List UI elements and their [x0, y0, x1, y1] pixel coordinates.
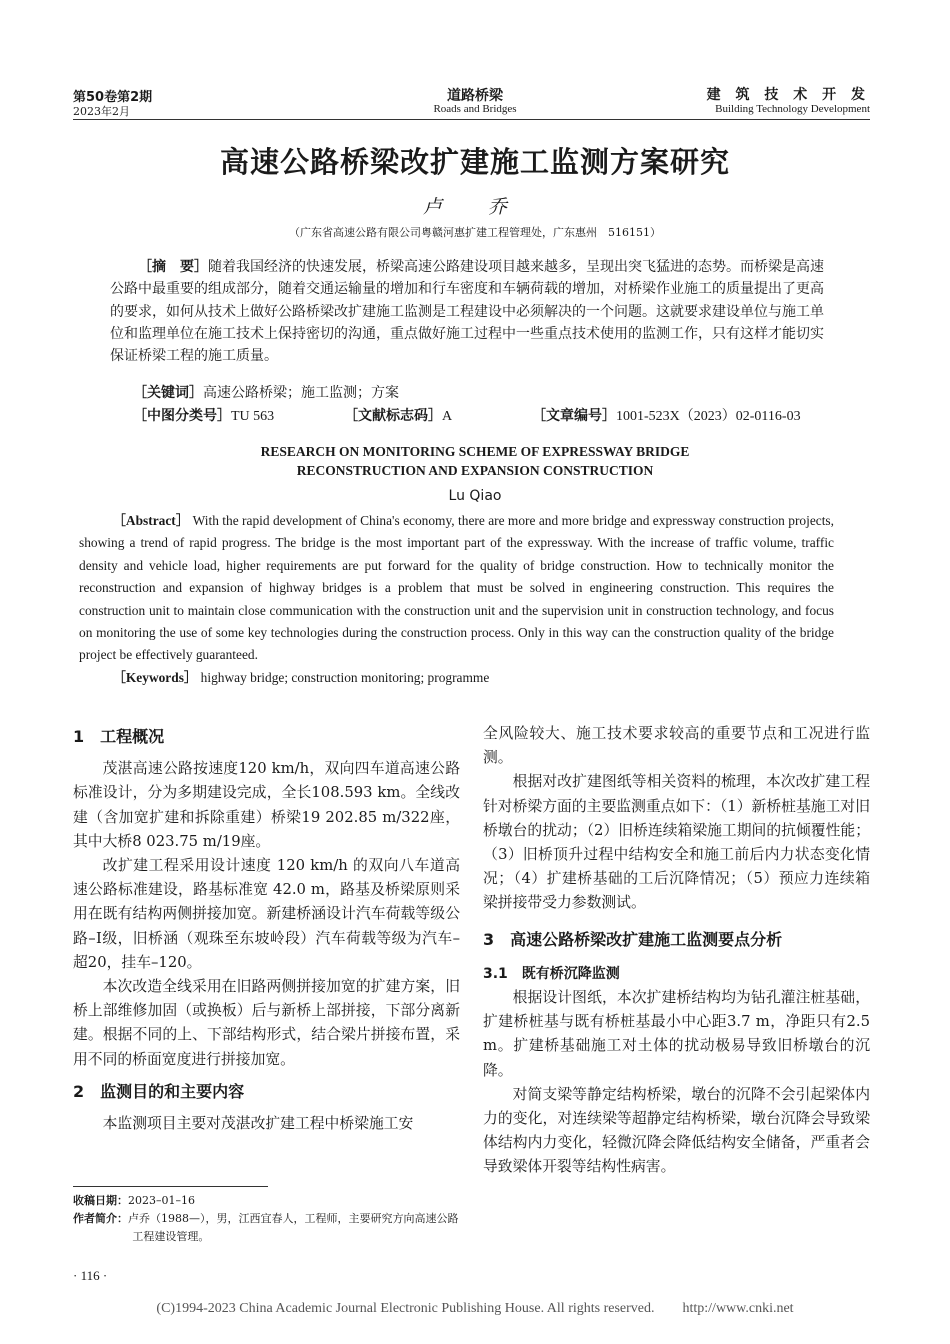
right-paragraph-4: 对简支梁等静定结构桥梁，墩台的沉降不会引起梁体内力的变化，对连续梁等超静定结构桥梁，墩台沉降会导致梁体结构内力变化，轻微沉降会降低结构安全储备，严重者会导致梁体开裂等结构性病害。: [483, 1085, 870, 1176]
right-paragraph-2: 根据对改扩建图纸等相关资料的梳理，本次改扩建工程针对桥梁方面的主要监测重点如下：（1）新桥桩基施工对旧桥墩台的扰动；（2）旧桥连续箱梁施工期间的抗倾覆性能；（3）旧桥顶升过程中结构安全和施工前后内力状态变化情况；（4）扩建桥基础的工后沉降情况；（5）预应力连续箱梁拼接带受力参数测试。: [483, 773, 870, 912]
abstract-en-text: With the rapid development of China's economy, there are more and more bridge and expressway construction projects, showing a trend of rapid progress. The bridge is the most important part of the expressway. With the increase of traffic volume, traffic density and vehicle load, higher requirements are put forward for the quality of bridge construction. How to technically monitor the reconstruction and expansion of highway bridges is a problem that must be solved in engineering construction. This requires the construction unit to maintain close communication with the construction unit and the supervision unit in construction technology, and focus on monitoring the use of some key technologies during the construction process. Only in this way can the construction quality of the bridge project be effectively guaranteed.: [79, 513, 834, 663]
article-no-value: 1001-523X（2023）02-0116-03: [616, 409, 801, 424]
doc-code-value: A: [442, 409, 453, 424]
keywords-cn: [133, 382, 859, 404]
abstract-cn-label: ［摘 要］: [138, 259, 208, 275]
keywords-en-text: highway bridge; construction monitoring; programme: [200, 669, 490, 685]
left-paragraph-4: 本监测项目主要对茂湛改扩建工程中桥梁施工安: [102, 1115, 414, 1133]
abstract-cn: [110, 256, 836, 367]
author-name: 卢 乔: [422, 196, 528, 218]
right-column: [483, 722, 870, 1180]
column-name-cn: 道路桥梁: [447, 88, 503, 104]
classification-clc: [133, 405, 274, 428]
author-bio: 卢乔（1988—），男，江西宜春人，工程师，主要研究方向高速公路工程建设管理。: [128, 1212, 459, 1243]
article-no-label: ［文章编号］: [532, 408, 616, 424]
column-name-en: Roads and Bridges: [433, 103, 517, 115]
footnote: [73, 1192, 468, 1246]
subsection-3-1-heading: 3.1 既有桥沉降监测: [483, 965, 620, 982]
keywords-cn-label: ［关键词］: [133, 385, 203, 401]
abstract-en-label: ［Abstract］: [112, 513, 190, 528]
journal-name-en: Building Technology Development: [715, 103, 870, 115]
classification-doc: [344, 405, 452, 428]
section-1-heading: 1 工程概况: [73, 727, 165, 746]
bio-label: 作者简介：: [73, 1212, 128, 1225]
left-paragraph-2: 改扩建工程采用设计速度 120 km/h 的双向八车道高速公路标准建设，路基标准宽 42.0 m，路基及桥梁原则采用在既有结构两侧拼接加宽。新建桥涵设计汽车荷载等级公路–Ⅰ级，旧桥涵（观珠至东坡岭段）汽车荷载等级为汽车–超20，挂车–120。: [73, 857, 460, 971]
keywords-en-label: ［Keywords］: [112, 669, 198, 685]
right-paragraph-1: 全风险较大、施工技术要求较高的重要节点和工况进行监测。: [483, 725, 870, 767]
section-2-heading: 2 监测目的和主要内容: [73, 1081, 245, 1101]
footnote-rule: [73, 1186, 268, 1187]
left-paragraph-1: 茂湛高速公路按速度120 km/h，双向四车道高速公路标准设计，分为多期建设完成，全长108.593 km。全线改建（含加宽扩建和拆除重建）桥梁19 202.85 m/322座，其中大桥8 023.75 m/19座。: [73, 760, 460, 850]
english-title-line1: RESEARCH ON MONITORING SCHEME OF EXPRESSWAY BRIDGE: [260, 444, 690, 459]
received-label: 收稿日期：: [73, 1194, 128, 1207]
abstract-cn-text: 随着我国经济的快速发展，桥梁高速公路建设项目越来越多，呈现出突飞猛进的态势。而桥梁是高速公路中最重要的组成部分，随着交通运输量的增加和行车密度和车辆荷载的增加，对桥梁作业施工的质量提出了更高的要求，如何从技术上做好公路桥梁改扩建施工监测是工程建设中必须解决的一个问题。这就要求建设单位与施工单位和监理单位在施工技术上保持密切的沟通，重点做好施工过程中一些重点技术使用的监测工作，只有这样才能切实保证桥梁工程的施工质量。: [110, 259, 824, 365]
issue-date: 2023年2月: [73, 105, 130, 118]
header-rule: [73, 119, 870, 120]
author-affiliation: （广东省高速公路有限公司粤赣河惠扩建工程管理处，广东惠州 516151）: [289, 226, 661, 239]
right-paragraph-3: 根据设计图纸，本次扩建桥结构均为钻孔灌注桩基础，扩建桥桩基与既有桥桩基最小中心距3.7 m，净距只有2.5 m。扩建桥基础施工对土体的扰动极易导致旧桥墩台的沉降。: [483, 989, 870, 1079]
page-number: · 116 ·: [73, 1268, 108, 1283]
volume-issue: 第50卷第2期: [73, 90, 153, 105]
left-paragraph-3: 本次改造全线采用在旧路两侧拼接加宽的扩建方案，旧桥上部维修加固（或换板）后与新桥上部拼接，下部分离新建。根据不同的上、下部结构形式，结合梁片拼接布置，采用不同的桥面宽度进行拼接加宽。: [73, 978, 460, 1068]
english-author: Lu Qiao: [448, 488, 502, 504]
clc-label: ［中图分类号］: [133, 408, 231, 424]
clc-value: TU 563: [231, 409, 275, 424]
english-title: [0, 442, 950, 480]
keywords-cn-text: 高速公路桥梁；施工监测；方案: [203, 385, 399, 401]
section-3-heading: 3 高速公路桥梁改扩建施工监测要点分析: [483, 929, 783, 949]
journal-name-cn: 建 筑 技 术 开 发: [706, 87, 870, 103]
english-title-line2: RECONSTRUCTION AND EXPANSION CONSTRUCTION: [296, 463, 654, 478]
doc-code-label: ［文献标志码］: [344, 408, 442, 424]
received-date: 2023–01–16: [128, 1194, 195, 1207]
paper-title: 高速公路桥梁改扩建施工监测方案研究: [219, 145, 730, 179]
abstract-en: [79, 510, 834, 689]
left-column: [73, 725, 460, 1136]
copyright-footer: (C)1994-2023 China Academic Journal Electronic Publishing House. All rights reserved. http://www.cnki.net: [156, 1301, 794, 1316]
classification-article: [532, 405, 801, 428]
